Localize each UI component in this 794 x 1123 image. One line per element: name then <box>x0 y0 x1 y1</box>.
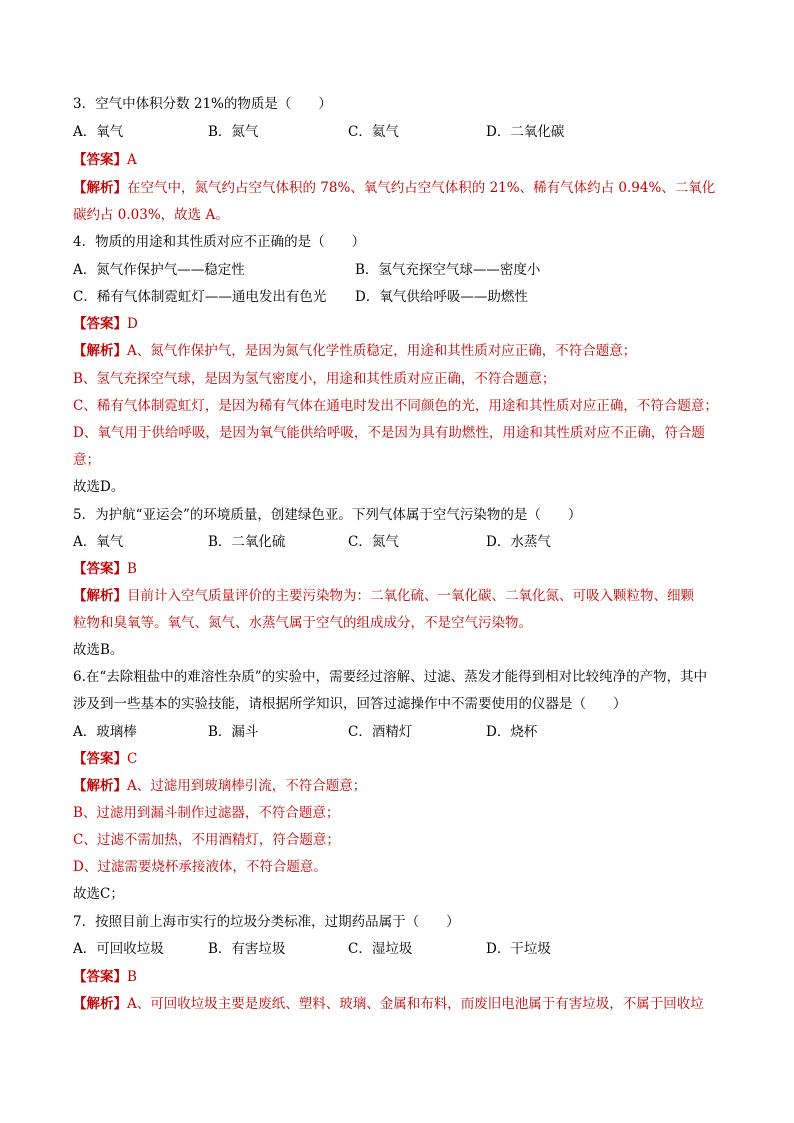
q4-explanation-line-4: D、氧气用于供给呼吸，是因为氧气能供给呼吸，不是因为具有助燃性，用途和其性质对应不正确，符合题 <box>73 425 705 441</box>
explanation-text: 在空气中，氮气约占空气体积的 78%、氧气约占空气体积的 21%、稀有气体约占 0.94%、二氧化 <box>127 180 716 196</box>
q7-option-c: C．湿垃圾 <box>348 941 413 957</box>
answer-label: 【答案】 <box>73 969 127 985</box>
q4-stem: 4．物质的用途和其性质对应不正确的是（ ） <box>73 234 366 250</box>
q6-option-d: D．烧杯 <box>486 724 538 740</box>
q7-option-b: B．有害垃圾 <box>208 941 286 957</box>
q5-explanation-line-1 <box>73 586 694 606</box>
q6-option-c: C．酒精灯 <box>348 724 413 740</box>
q4-option-c: C．稀有气体制霓虹灯——通电发出有色光 <box>73 289 327 305</box>
q3-option-a: A．氧气 <box>73 124 124 140</box>
q4-option-b: B．氢气充探空气球——密度小 <box>355 262 541 278</box>
answer-label: 【答案】 <box>73 152 127 168</box>
q3-answer <box>73 150 137 170</box>
q5-stem: 5．为护航“亚运会”的环境质量，创建绿色亚。下列气体属于空气污染物的是（ ） <box>73 507 582 523</box>
q3-explanation-line-1 <box>73 178 715 198</box>
answer-label: 【答案】 <box>73 316 127 332</box>
q4-option-d: D．氧气供给呼吸——助燃性 <box>355 289 528 305</box>
q5-option-b: B．二氧化硫 <box>208 534 286 550</box>
q3-stem: 3．空气中体积分数 21%的物质是（ ） <box>73 96 332 112</box>
q6-stem-line-2: 涉及到一些基本的实验技能，请根据所学知识，回答过滤操作中不需要使用的仪器是（ ） <box>73 696 627 712</box>
explanation-label: 【解析】 <box>73 778 127 794</box>
answer-value: B <box>127 969 137 985</box>
answer-value: B <box>127 561 137 577</box>
q5-answer <box>73 559 137 579</box>
answer-value: C <box>127 751 138 767</box>
q4-answer <box>73 314 138 334</box>
q7-answer <box>73 967 137 987</box>
q7-option-d: D．干垃圾 <box>486 941 551 957</box>
q5-option-a: A．氧气 <box>73 534 124 550</box>
q5-conclusion: 故选B。 <box>73 642 124 658</box>
explanation-label: 【解析】 <box>73 588 127 604</box>
answer-label: 【答案】 <box>73 751 127 767</box>
q6-stem-line-1: 6.在“去除粗盐中的难溶性杂质”的实验中，需要经过溶解、过滤、蒸发才能得到相对比较纯净的产物，其中 <box>73 669 708 685</box>
answer-label: 【答案】 <box>73 561 127 577</box>
q4-explanation-line-1 <box>73 341 636 361</box>
q4-option-a: A．氮气作保护气——稳定性 <box>73 262 245 278</box>
q3-option-b: B．氮气 <box>208 124 259 140</box>
q5-explanation-line-2: 粒物和臭氧等。氧气、氮气、水蒸气属于空气的组成成分，不是空气污染物。 <box>73 615 532 631</box>
q3-explanation-line-2: 碳约占 0.03%，故选 A。 <box>73 207 229 223</box>
q6-conclusion: 故选C； <box>73 886 124 902</box>
q3-option-d: D．二氧化碳 <box>486 124 565 140</box>
q6-option-a: A．玻璃棒 <box>73 724 137 740</box>
q4-explanation-line-2: B、氢气充探空气球，是因为氢气密度小，用途和其性质对应正确，不符合题意； <box>73 371 556 387</box>
q6-explanation-line-1 <box>73 776 366 796</box>
q4-explanation-line-3: C、稀有气体制霓虹灯，是因为稀有气体在通电时发出不同颜色的光，用途和其性质对应正确，不符合题意； <box>73 398 718 414</box>
answer-value: D <box>127 316 138 332</box>
q5-option-d: D．水蒸气 <box>486 534 551 550</box>
answer-value: A <box>127 152 137 168</box>
explanation-label: 【解析】 <box>73 996 127 1012</box>
explanation-label: 【解析】 <box>73 343 127 359</box>
explanation-text: 目前计入空气质量评价的主要污染物为：二氧化硫、一氧化碳、二氧化氮、可吸入颗粒物、细颗 <box>127 588 694 604</box>
q6-option-b: B．漏斗 <box>208 724 259 740</box>
q7-option-a: A．可回收垃圾 <box>73 941 164 957</box>
explanation-text: A、氮气作保护气，是因为氮气化学性质稳定，用途和其性质对应正确，不符合题意； <box>127 343 637 359</box>
q6-explanation-line-3: C、过滤不需加热，不用酒精灯，符合题意； <box>73 832 340 848</box>
q7-explanation-line-1 <box>73 994 704 1014</box>
explanation-text: A、可回收垃圾主要是废纸、塑料、玻璃、金属和布料，而废旧电池属于有害垃圾，不属于回收垃 <box>127 996 704 1012</box>
q3-option-c: C．氦气 <box>348 124 399 140</box>
q6-answer <box>73 749 137 769</box>
q6-explanation-line-4: D、过滤需要烧杯承接液体，不符合题意。 <box>73 859 327 875</box>
q4-conclusion: 故选D。 <box>73 479 125 495</box>
q7-stem: 7．按照目前上海市实行的垃圾分类标准，过期药品属于（ ） <box>73 914 460 930</box>
explanation-text: A、过滤用到玻璃棒引流，不符合题意； <box>127 778 367 794</box>
q4-explanation-line-5: 意； <box>73 452 100 468</box>
q5-option-c: C．氮气 <box>348 534 399 550</box>
q6-explanation-line-2: B、过滤用到漏斗制作过滤器，不符合题意； <box>73 805 340 821</box>
explanation-label: 【解析】 <box>73 180 127 196</box>
